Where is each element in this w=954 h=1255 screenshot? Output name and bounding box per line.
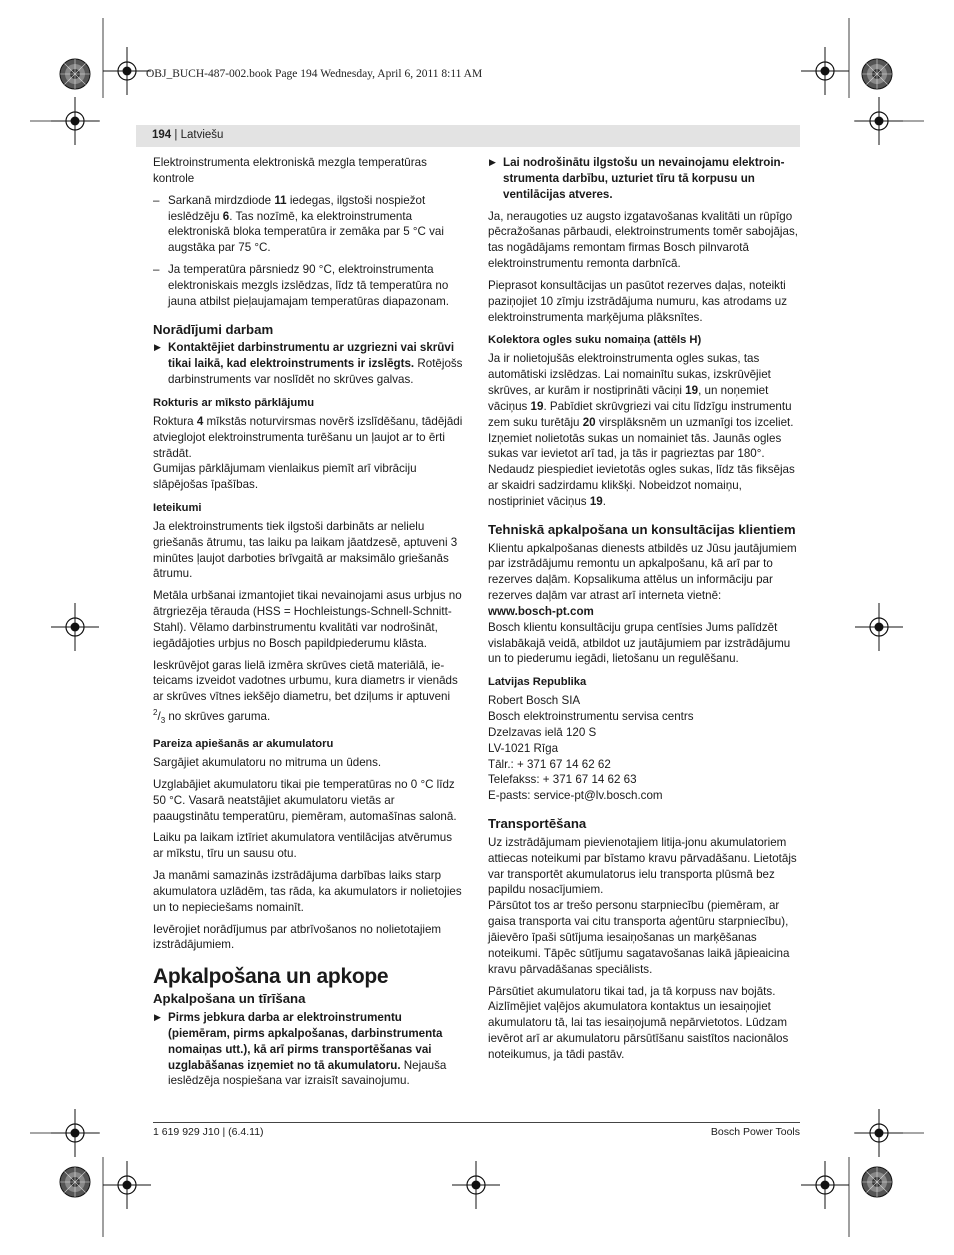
address-block: Robert Bosch SIA Bosch elektroinstrumentu servisa centrs Dzelzavas ielā 120 S LV-1021 Rīga Tālr.: + 371 67 14 62 62 Telefakss: + 371 67 14 62 63 E-pasts: service-pt@lv.bosch.com bbox=[488, 694, 694, 803]
paragraph: Uz izstrādājumam pievienotajiem litija-jonu akumulatoriem attiecas noteikumi par bīstamo kravu pārvadāšanu. Lietotājs var transportēt akumulatorus ielu transporta plūsmā bez papildu nosacījumiem. bbox=[488, 835, 797, 897]
instruction-item: ▶ Kontaktējiet darbinstrumentu ar uzgriezni vai skrūvi tikai laikā, kad elektroinstruments ir izslēgts. Rotējošs darbinstruments var noslīdēt no skrūves galvas. bbox=[154, 341, 463, 387]
paragraph: Metāla urbšanai izmantojiet tikai nevainojami asus urbjus no ātrgriezēja tērauda (HSS = Hochleistungs-Schnell-Schnitt-Stahl). Vēlamo darbinstrumentu kvalitāti var nodrošināt, iegādājoties urbjus no Bosch papildpiederumu klāsta. bbox=[153, 589, 462, 650]
paragraph: Gumijas pārklājumam vienlaikus piemīt arī vibrāciju slāpējošas īpašības. bbox=[153, 462, 417, 492]
paragraph: Ja elektroinstruments tiek ilgstoši darbināts ar nelielu griešanās ātrumu, tas laiku pa laikam jāatdzesē, aptuveni 3 minūtes ļaujot darboties brīvgaitā ar maksimālo griešanās ātrumu. bbox=[153, 519, 458, 581]
paragraph: Laiku pa laikam iztīriet akumulatora ventilācijas atvērumus ar mīkstu, tīru un sausu otu. bbox=[153, 831, 452, 861]
left-column bbox=[153, 155, 463, 1095]
arrow-bullet-icon: ▶ bbox=[489, 157, 496, 167]
instruction-item: ▶ Pirms jebkura darba ar elektroinstrumentu (piemēram, pirms apkalpošanas, darbinstrumenta nomaiņas utt.), kā arī pirms transportēšanas vai uzglabāšanas izņemiet no tā akumulatoru. Nejauša ieslēdzēja nospiešana var izraisīt savainojumu. bbox=[154, 1010, 447, 1088]
subheading: Pareiza apiešanās ar akumulatoru bbox=[153, 738, 334, 751]
section-heading: Transportēšana bbox=[488, 816, 587, 832]
page-header-bar bbox=[136, 125, 800, 147]
section-heading: Apkalpošana un tīrīšana bbox=[153, 991, 306, 1007]
paragraph: Ja ir nolietojušās elektroinstrumenta ogles sukas, tas automātiski izslēdzas. Lai nomainītu sukas, izskrūvējiet skrūves, ar kurām ir nostiprināti vāciņi 19, un noņemiet vāciņus 19. Pabīdiet skrūvgriezi vai citu līdzīgu instrumentu zem suku turētāju 20 virsplāksnēm un uzmanīgi tos izceliet. Izņemiet nolietotās sukas un nomainiet tās. Jaunās ogles sukas var ievietot arī tad, ja tās ir pagrieztas par 180°. Nedaudz piespiediet ievietotās ogles sukas, līdz tās fiksējas ar skaidri sadzirdamu klikšķi. Nobeidzot nomaiņu, nostipriniet vāciņus 19. bbox=[488, 352, 795, 508]
footer-rule bbox=[153, 1122, 800, 1123]
right-column bbox=[488, 155, 800, 1069]
paragraph: Pieprasot konsultācijas un pasūtot rezerves daļas, noteikti paziņojiet 10 zīmju izstrādājuma numuru, kas atrodams uz elektroinstrumenta marķējuma plāksnītes. bbox=[488, 278, 787, 324]
instruction-item: ▶ Lai nodrošinātu ilgstošu un nevainojamu elektroin-strumenta darbību, uzturiet tīru tā korpusu un ventilācijas atveres. bbox=[489, 156, 785, 201]
paragraph: Ja, neraugoties uz augsto izgatavošanas kvalitāti un rūpīgo pēcražošanas pārbaudi, elektroinstruments tomēr sabojājas, tas nogādājams remontam firmas Bosch pilnvarotā elektroinstrumentu remonta darbnīcā. bbox=[488, 209, 798, 271]
subheading: Ieteikumi bbox=[153, 502, 202, 515]
section-heading: Norādījumi darbam bbox=[153, 321, 274, 337]
dash-item: – Ja temperatūra pārsniedz 90 °C, elektroinstrumenta elektroniskais mezgls izslēdzas, līdz tā temperatūra no jauna atbilst pieļaujamajam temperatūras diapazonam. bbox=[153, 263, 449, 308]
website-link[interactable]: www.bosch-pt.com bbox=[488, 604, 594, 618]
subheading: Latvijas Republika bbox=[488, 676, 587, 689]
paragraph: Ievērojiet norādījumus par atbrīvošanos no nolietotajiem izstrādājumiem. bbox=[153, 922, 442, 952]
paragraph: Sargājiet akumulatoru no mitruma un ūdens. bbox=[153, 756, 382, 770]
paragraph: Bosch klientu konsultāciju grupa centīsies Jums palīdzēt vislabākajā veidā, atbildot uz jautājumiem par izstrādājumu un to piederumu iegādi, lietošanu un regulēšanu. bbox=[488, 620, 791, 666]
arrow-bullet-icon: ▶ bbox=[154, 342, 161, 353]
paragraph: Klientu apkalpošanas dienests atbildēs uz Jūsu jautājumiem par izstrādājumu remontu un apkalpošanu, kā arī par to rezerves daļām. Kopsalikuma attēlus un informāciju par rezerves daļām var atrast arī interneta vietnē: bbox=[488, 541, 797, 603]
header-separator: | bbox=[174, 129, 178, 141]
paragraph: Ieskrūvējot garas lielā izmēra skrūves cietā materiālā, ie-teicams izveidot vadotnes urbumu, kura diametrs ir vienāds ar skrūves vītnes iekšējo diametru, bet dziļums ir aptuveni $^2/_3$ no skrūves garuma. bbox=[153, 658, 458, 726]
paragraph: Pārsūtiet akumulatoru tikai tad, ja tā korpuss nav bojāts. Aizlīmējiet vaļējos akumulatora kontaktus un iesaiņojiet akumulatoru tā, lai tas iesaiņojumā nepārvietotos. Lūdzam ievērot arī ar akumulatoru pārsūtīšanu saistītos nacionālos noteikumus, ja tādi pastāv. bbox=[488, 984, 789, 1061]
subheading: Kolektora ogles suku nomaiņa (attēls H) bbox=[488, 334, 702, 347]
paragraph: Pārsūtot tos ar trešo personu starpniecību (piemēram, ar gaisa transporta vai citu transporta aģentūru starpniecību), jāievēro īpaši sūtījuma iesaiņošanas un marķēšanas noteikumi. Tāpēc sūtījumu sagatavošanas laikā jāpieaicina kravu pārvadāšanas speciālists. bbox=[488, 899, 790, 976]
paragraph: Uzglabājiet akumulatoru tikai pie temperatūras no 0 °C līdz 50 °C. Vasarā neatstājiet akumulatoru vietās ar paaugstinātu temperatūru, piemēram, automašīnas salonā. bbox=[153, 777, 457, 823]
paragraph: Ja manāmi samazinās izstrādājuma darbības laiks starp akumulatora uzlādēm, tas rāda, ka akumulators ir nolietojies un to nepieciešams nomainīt. bbox=[153, 869, 462, 914]
dash-item: – Sarkanā mirdzdiode 11 iedegas, ilgstoši nospiežot ieslēdzēju 6. Tas nozīmē, ka elektroinstrumenta elektroniskā bloka temperatūra ir zemāka par 5 °C vai augstāka par 75 °C. bbox=[153, 193, 444, 255]
chapter-title: Apkalpošana un apkope bbox=[153, 965, 389, 989]
section-heading: Tehniskā apkalpošana un konsultācijas klientiem bbox=[488, 521, 796, 537]
paragraph: Roktura 4 mīkstās noturvirsmas novērš izslīdēšanu, tādējādi atvieglojot elektroinstrumenta turēšanu un ļaujot ar to ērti strādāt. bbox=[153, 414, 463, 460]
subheading: Rokturis ar mīksto pārklājumu bbox=[153, 396, 315, 409]
header-language: Latviešu bbox=[180, 129, 224, 141]
page-number: 194 bbox=[152, 129, 172, 141]
footer-brand: Bosch Power Tools bbox=[710, 1126, 800, 1138]
paragraph: Elektroinstrumenta elektroniskā mezgla temperatūras kontrole bbox=[153, 156, 427, 185]
page-header bbox=[152, 129, 223, 141]
footer-code: 1 619 929 J10 | (6.4.11) bbox=[153, 1126, 264, 1138]
arrow-bullet-icon: ▶ bbox=[154, 1011, 161, 1022]
print-header: OBJ_BUCH-487-002.book Page 194 Wednesday, April 6, 2011 8:11 AM bbox=[146, 68, 483, 80]
